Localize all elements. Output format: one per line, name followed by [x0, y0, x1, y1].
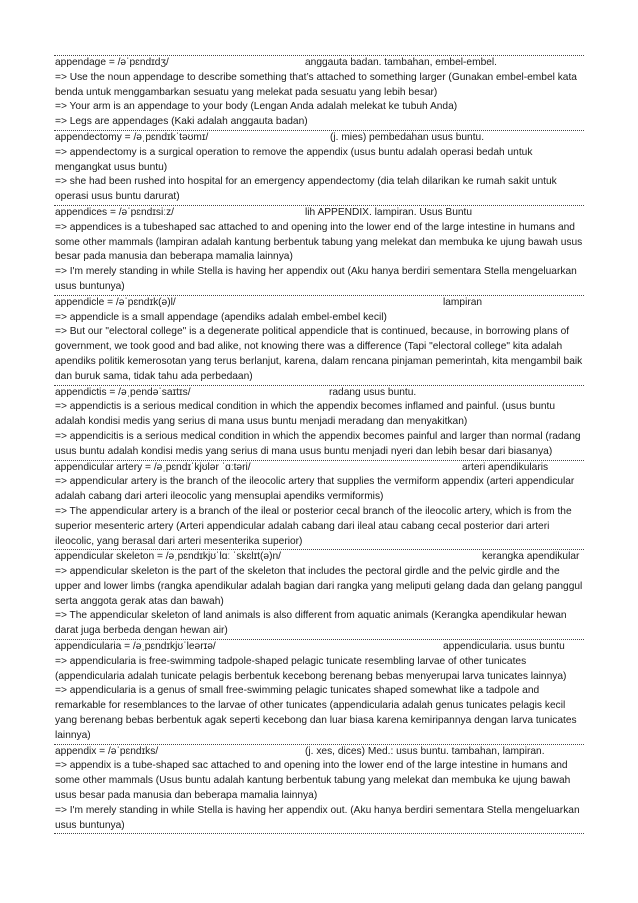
entry-example-line: => appendicular artery is the branch of the ileocolic artery that supplies the vermiform appendix (arteri appendicular adalah cabang dari arteri ileocolic yang mensuplai apendiks vermiformis)	[55, 476, 575, 503]
entry-example-line: => appendicular skeleton is the part of the skeleton that includes the pectoral girdle and the pelvic girdle and the upper and lower limbs (rangka apendikular adalah bagian dari rangka yang meliputi gelang dada dan gelang panggul serta anggota gerak atas dan bawah)	[55, 566, 583, 607]
entry-term: appendectomy = /əˌpɛndɪkˈtəʊmɪ/	[55, 131, 209, 143]
entry-headword-line	[55, 461, 583, 476]
dictionary-entry	[54, 295, 584, 385]
dictionary-page	[54, 55, 584, 834]
entry-example-line: => Legs are appendages (Kaki adalah anggauta badan)	[55, 116, 308, 128]
entry-headword-line	[55, 131, 583, 146]
entry-headword-line	[55, 640, 583, 655]
entry-gloss: lampiran	[443, 296, 483, 308]
entry-example-line: => But our "electoral college" is a degenerate political appendicle that is continued, because, in borrowing plans of government, we took good and bad alike, not knowing there was a difference (Tapi "electoral college" kita adalah apendiks politik kemerosotan yang terus berlanjut, karena, dalam rencana pinjaman pemerintah, kita mengambil baik dan buruk sama, tidak tahu ada perbedaan)	[55, 326, 583, 382]
entry-term: appendicular skeleton = /əˌpɛndɪkjʊˈlɑː ˈskɛlɪt(ə)n/	[55, 551, 281, 563]
entry-example-line: => The appendicular skeleton of land animals is also different from aquatic animals (Kerangka apendikular hewan darat juga berbeda dengan hewan air)	[55, 610, 567, 637]
entry-gloss: (j. mies) pembedahan usus buntu.	[330, 131, 485, 143]
entry-gloss: anggauta badan. tambahan, embel-embel.	[305, 57, 498, 68]
dictionary-entry	[54, 460, 584, 550]
dictionary-entry	[54, 549, 584, 639]
entry-term: appendicle = /əˈpɛndɪk(ə)l/	[55, 296, 176, 308]
entry-example-line: => appendix is a tube-shaped sac attached to and opening into the lower end of the large intestine in humans and some other mammals (Usus buntu adalah kantung berbentuk tabung yang melekat dan membuka ke ujung bawah usus besar pada manusia dan beberapa mamalia lainnya)	[55, 760, 571, 802]
entry-gloss: kerangka apendikular	[482, 551, 580, 563]
entry-term: appendix = /əˈpɛndɪks/	[55, 745, 159, 757]
entry-example-line: => Use the noun appendage to describe something that’s attached to something larger (Gunakan embel-embel kata benda untuk menggambarkan sesuatu yang melekat pada sesuatu yang lebih besar)	[55, 71, 577, 98]
entry-gloss: (j. xes, dices) Med.: usus buntu. tambahan, lampiran.	[305, 745, 545, 757]
dictionary-entry	[54, 385, 584, 460]
entry-term: appendage = /əˈpɛndɪdʒ/	[55, 57, 169, 68]
entry-example-line: => appendictis is a serious medical condition in which the appendix becomes inflamed and painful. (usus buntu adalah kondisi medis yang serius di mana usus buntu menjadi meradang dan menyakitkan)	[55, 401, 556, 428]
dictionary-entry	[54, 744, 584, 835]
entry-headword-line	[55, 296, 583, 311]
entry-example-line: => appendices is a tubeshaped sac attached to and opening into the lower end of the large intestine in humans and some other mammals (lampiran adalah kantung berbentuk tabung yang melekat dan membuka ke ujung bawah usus besar pada manusia dan beberapa mamalia lainnya)	[55, 221, 583, 263]
entry-example-line: => appendicularia is a genus of small free-swimming pelagic tunicates shaped somewhat like a tadpole and remarkable for resemblances to the larvae of other tunicates (appendicularia adalah genus tunicates pelagis kecil yang berenang bebas berbentuk agak seperti kecebong dan luar biasa karena kemiripannya dengan larva tunicates lainnya)	[55, 685, 577, 741]
dictionary-entry	[54, 205, 584, 295]
entry-example-line: => The appendicular artery is a branch of the ileal or posterior cecal branch of the ileocolic artery, which is from the superior mesenteric artery (Arteri appendicular adalah cabang dari ileal atau cabang cecal posterior dari arteri ileocolic, yang berasal dari arteri mesenterika superior)	[55, 505, 572, 547]
dictionary-entry	[54, 130, 584, 205]
entry-headword-line	[55, 386, 583, 401]
entry-term: appendicular artery = /əˌpɛndɪˈkjʊlər ˈɑːtəri/	[55, 461, 251, 473]
entry-example-line: => she had been rushed into hospital for an emergency appendectomy (dia telah dilarikan ke rumah sakit untuk operasi usus buntu darurat)	[55, 176, 557, 203]
entry-headword-line	[55, 550, 583, 565]
entry-term: appendices = /əˈpɛndɪsiːz/	[55, 206, 175, 218]
entry-gloss: arteri apendikularis	[462, 461, 549, 473]
dictionary-entry	[54, 639, 584, 744]
entry-example-line: => I'm merely standing in while Stella is having her appendix out (Aku hanya berdiri sementara Stella mengeluarkan usus buntunya)	[55, 266, 577, 292]
entry-headword-line	[55, 206, 583, 221]
entry-term: appendictis = /əˌpendəˈsaɪtɪs/	[55, 386, 191, 398]
entry-gloss: appendicularia. usus buntu	[443, 641, 565, 653]
entry-example-line: => Your arm is an appendage to your body (Lengan Anda adalah melekat ke tubuh Anda)	[55, 101, 458, 113]
entry-example-line: => appendicitis is a serious medical condition in which the appendix becomes painful and larger than normal (radang usus buntu adalah kondisi medis yang serius di mana usus buntu menjadi nyeri dan lebih besar dari biasanya)	[55, 430, 581, 457]
entry-gloss: lih APPENDIX. lampiran. Usus Buntu	[305, 206, 473, 218]
entry-example-line: => appendicularia is free-swimming tadpole-shaped pelagic tunicate resembling larvae of other tunicates (appendicularia adalah tunicate pelagis berbentuk kecebong berenang bebas menyerupai larva tunicates lainnya)	[55, 655, 567, 682]
entry-headword-line	[55, 745, 583, 760]
entry-example-line: => I'm merely standing in while Stella is having her appendix out. (Aku hanya berdiri sementara Stella mengeluarkan usus buntunya)	[55, 804, 580, 831]
dictionary-entry	[54, 55, 584, 130]
entry-example-line: => appendectomy is a surgical operation to remove the appendix (usus buntu adalah operasi bedah untuk mengangkat usus buntu)	[55, 146, 533, 173]
entry-term: appendicularia = /əˌpɛndɪkjʊˈleərɪə/	[55, 641, 216, 653]
entry-example-line: => appendicle is a small appendage (apendiks adalah embel-embel kecil)	[55, 311, 387, 323]
entry-headword-line	[55, 56, 583, 71]
entry-gloss: radang usus buntu.	[329, 386, 417, 398]
